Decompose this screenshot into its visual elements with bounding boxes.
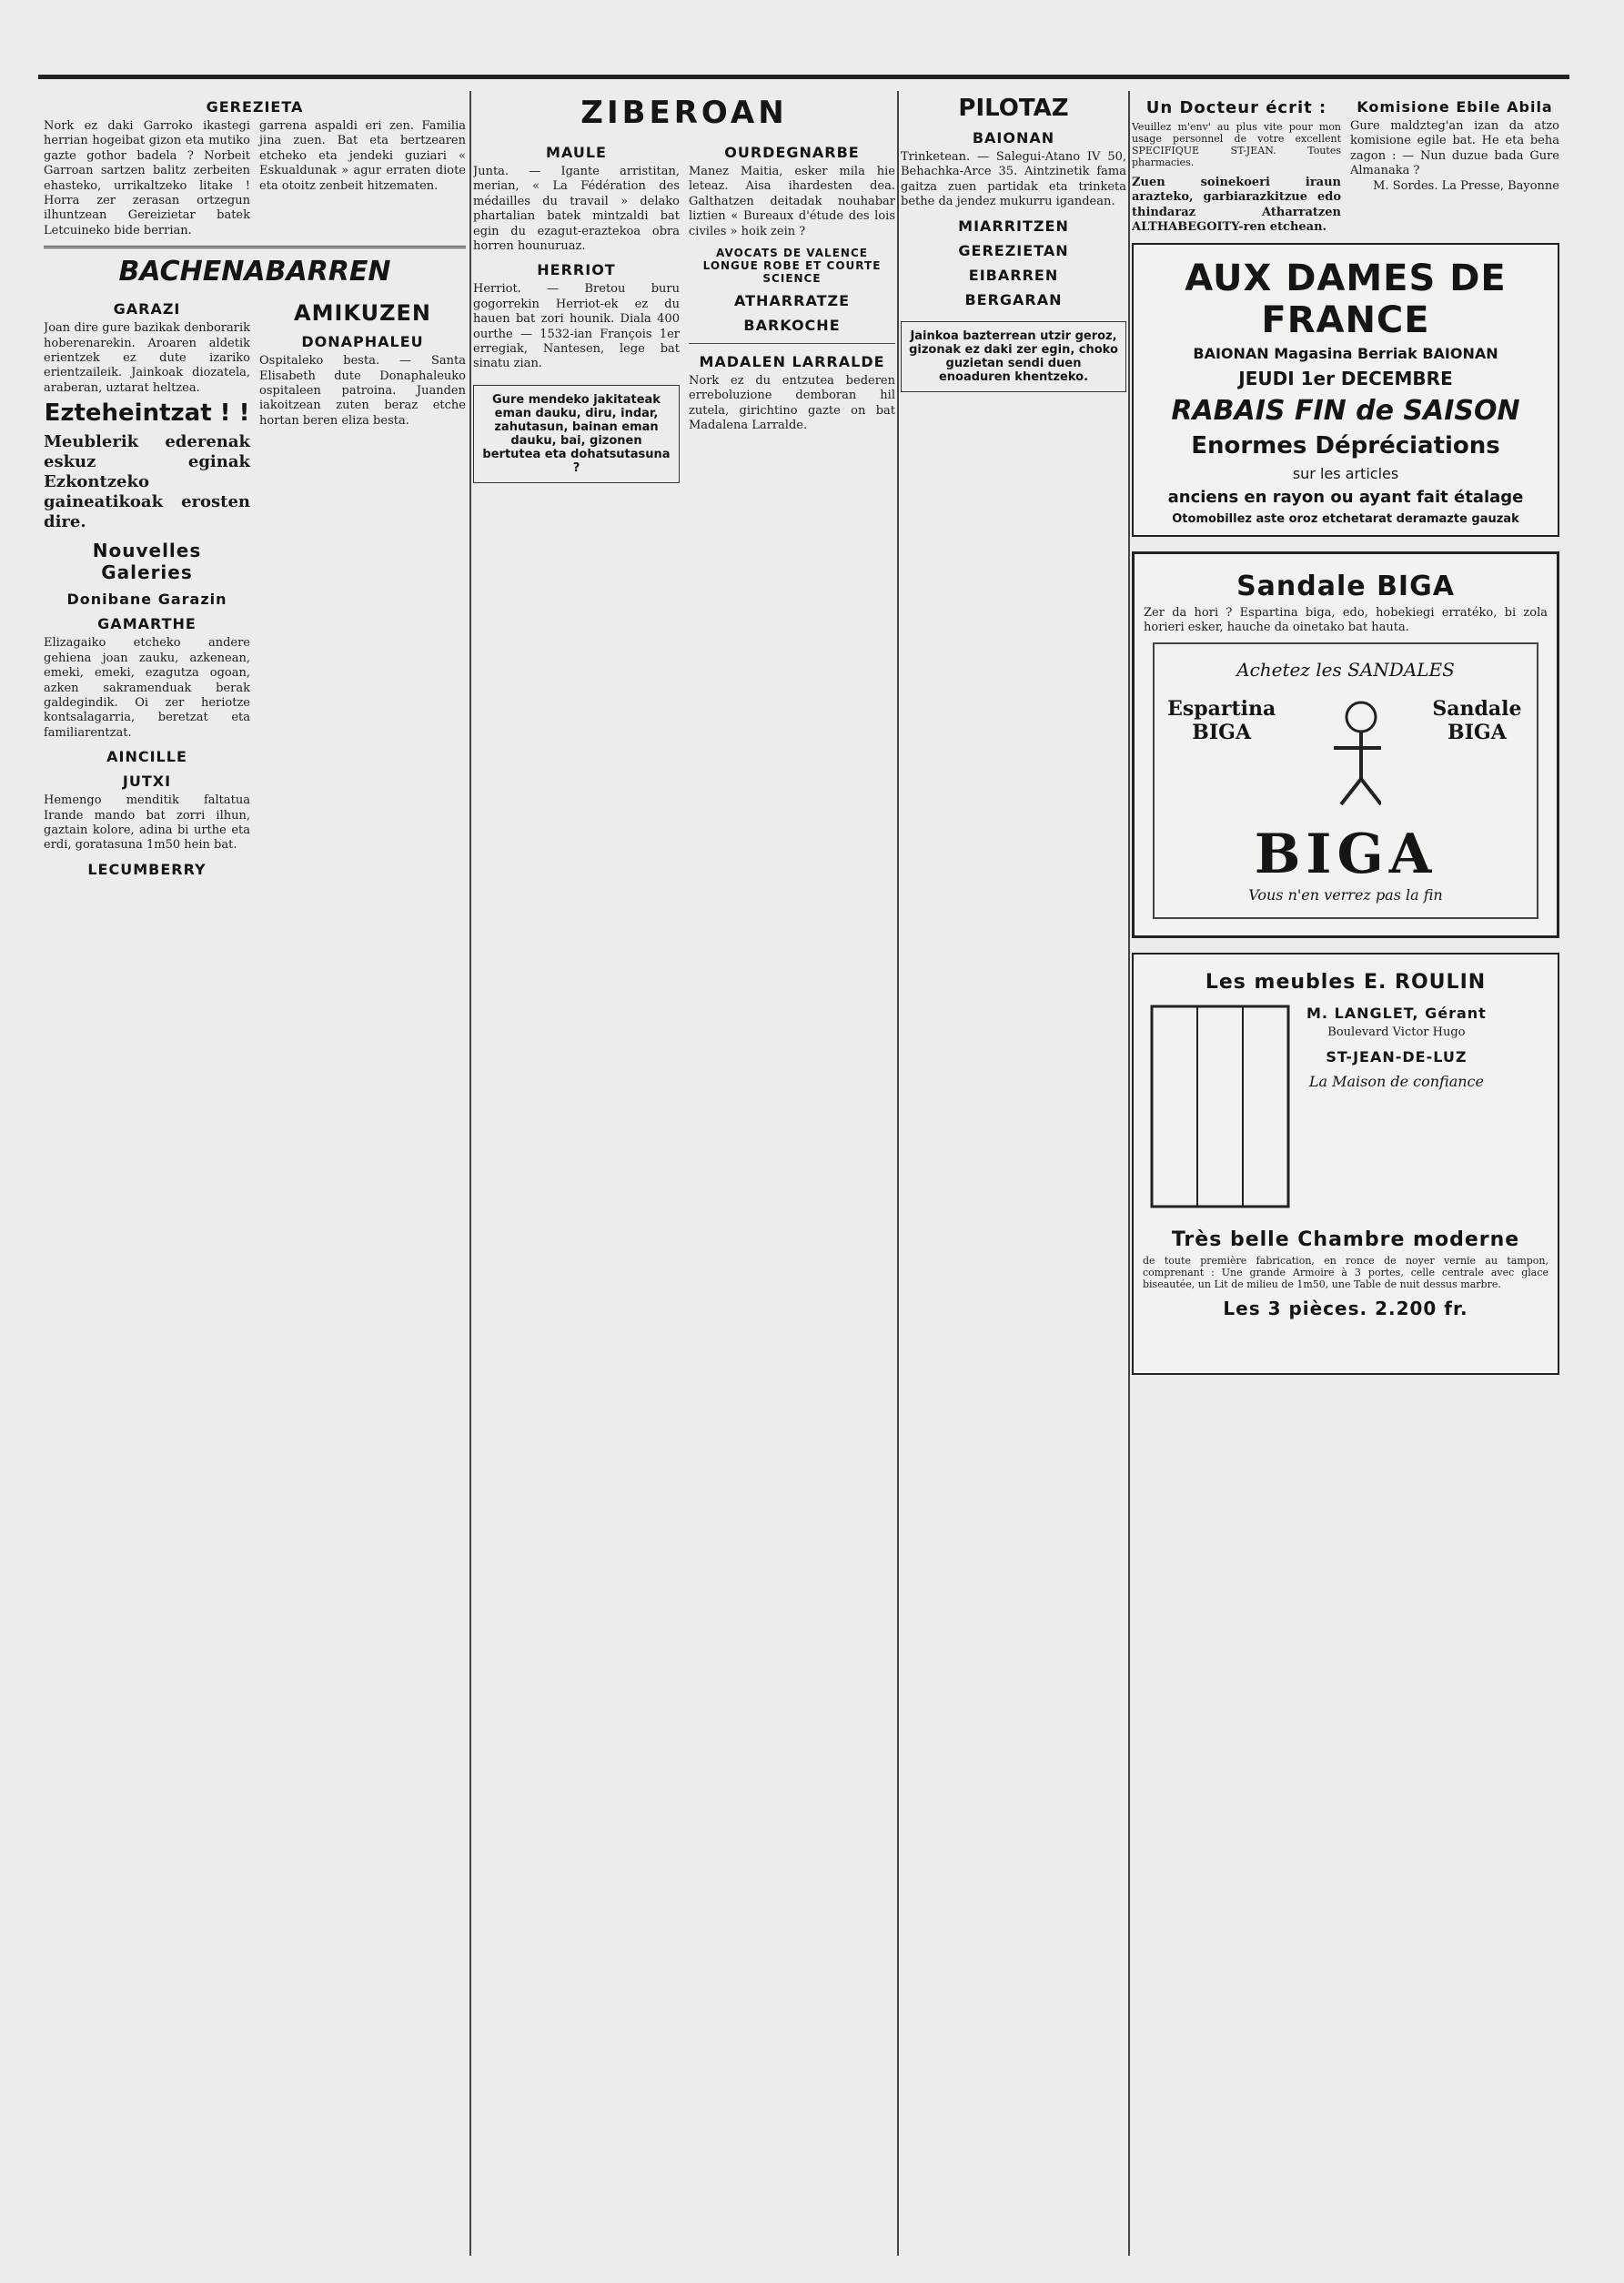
- ad-date: JEUDI 1er DECEMBRE: [1238, 367, 1453, 389]
- gure-mendeko-box: Gure mendeko jakitateak eman dauku, diru, indar, zahutasun, bainan eman dauku, bai, gizonen bertutea eta dohatsutasuna ?: [473, 385, 680, 483]
- column-3: [901, 91, 1126, 2256]
- heading-ourdegnarbe: OURDEGNARBE: [724, 144, 860, 161]
- biga-logo: BIGA: [1254, 822, 1437, 886]
- heading-gerezietan: GEREZIETAN: [958, 241, 1069, 259]
- top-rule: [38, 75, 1569, 79]
- heading-jutxi: JUTXI: [122, 773, 172, 791]
- stjean: ST-JEAN-DE-LUZ: [1326, 1047, 1468, 1066]
- komisione-sign: M. Sordes. La Presse, Bayonne: [1373, 178, 1559, 193]
- column-rule: [897, 91, 899, 2256]
- ad-roulin: [1132, 953, 1559, 1375]
- ad-sur: sur les articles: [1292, 464, 1399, 482]
- donibane: Donibane Garazin: [66, 591, 227, 609]
- article-text: Nork ez daki Garroko ikastegi herrian hogeibat gizon eta mutiko gazte gothor badela ? Norbeit Garroan sartzen balitz zerbeiten ehasteko, urrikaltzeko litake ! Horra zer zerasan ortzegun ilhuntzean Gereizietar batek Letcuineko bide berrian.: [44, 119, 250, 237]
- heading-amikuzen: AMIKUZEN: [294, 300, 431, 327]
- article-text: Hemengo menditik faltatua Irande mando bat zorri ilhun, gaztain kolore, adina bi urthe eta erdi, goratasuna 1m50 hein bat.: [44, 793, 250, 853]
- column-rule: [1128, 91, 1130, 2256]
- article-text: Joan dire gure bazikak denborarik hoberenarekin. Aroaren aldetik erientzek ez dute izariko erientzaileik. Jainkoak diozatela, araberan, uztarat heltzea.: [44, 321, 250, 395]
- sandale-text: Zer da hori ? Espartina biga, edo, hobekiegi erratéko, bi zola horieri esker, hauche da oinetako bat hauta.: [1144, 605, 1548, 635]
- jainkoa-box: Jainkoa bazterrean utzir geroz, gizonak ez daki zer egin, choko guzietan sendi duen enoaduren khentzeko.: [901, 321, 1126, 392]
- heading-baionan: BAIONAN: [972, 129, 1055, 146]
- nouvelles: Nouvelles Galeries: [92, 540, 202, 584]
- ad-sandale: [1132, 551, 1559, 939]
- wardrobe-icon: [1143, 997, 1297, 1216]
- zuen-text: Zuen soinekoeri iraun arazteko, garbiarazkitzue edo thindaraz Atharratzen ALTHABEGOITY-ren etchean.: [1132, 176, 1341, 235]
- espartina-label: Espartina BIGA: [1167, 696, 1276, 744]
- heading-bergaran: BERGARAN: [964, 290, 1063, 308]
- article-text: Nork ez du entzutea bederen erreboluzione demboran hil zutela, girichtino gazte on bat Madalena Larralde.: [689, 374, 895, 433]
- heading-doctor: Un Docteur écrit :: [1145, 98, 1327, 117]
- divider: [689, 343, 895, 344]
- maison: La Maison de confiance: [1308, 1072, 1484, 1090]
- chambre-text: de toute première fabrication, en ronce de noyer vernie au tampon, comprenant : Une grande Armoire à 3 portes, celle centrale avec glace biseautée, un Lit de milieu de 1m50, une Table de nuit dessus marbre.: [1143, 1255, 1548, 1291]
- ad-rabais: RABAIS FIN de SAISON: [1171, 394, 1520, 427]
- heading-ziberoan: ZIBEROAN: [580, 95, 788, 131]
- article-text: Elizagaiko etcheko andere gehiena joan zauku, azkenean, emeki, emeki, ezagutza ogoan, azken sakramenduak berak galdegindik. Oi zer heriotze kontsalagarria, beretzat eta familiarentzat.: [44, 636, 250, 740]
- heading-ezteheintzat: Ezteheintzat ! !: [44, 399, 250, 428]
- boulevard: Boulevard Victor Hugo: [1327, 1025, 1466, 1040]
- heading-eibarren: EIBARREN: [968, 266, 1059, 284]
- ad-anciens: anciens en rayon ou ayant fait étalage: [1167, 487, 1524, 507]
- ad-otomobil: Otomobillez aste oroz etchetarat deramazte gauzak: [1172, 511, 1519, 526]
- ad-text: Meublerik ederenak eskuz eginak Ezkontzeko gaineatikoak erosten dire.: [44, 432, 250, 532]
- chambre-title: Très belle Chambre moderne: [1171, 1228, 1520, 1252]
- prix: Les 3 pièces. 2.200 fr.: [1223, 1298, 1468, 1320]
- article-text: Junta. — Igante arristitan, merian, « La Fédération des médailles du travail » delako phartalian batek mintzaldi bat egin du ezagut-eraztekoa obra horren hounuruaz.: [473, 165, 680, 254]
- heading-madalen: MADALEN LARRALDE: [699, 353, 885, 371]
- heading-garazi: GARAZI: [113, 300, 181, 318]
- ad-title: AUX DAMES DE FRANCE: [1185, 257, 1507, 341]
- article-text: Herriot. — Bretou buru gogorrekin Herriot-ek ez du hauen bat zori hounik. Diala 400 ourthe — 1532-ian François 1er erregiak, Nantesen, lege bat sinatu zian.: [473, 282, 680, 371]
- komisione-text: Gure maldzteg'an izan da atzo komisione egile bat. He eta beha zagon : — Nun duzue bada Gure Almanaka ?: [1350, 119, 1559, 178]
- heading-donaphaleu: DONAPHALEU: [301, 333, 424, 351]
- heading-pilotaz: PILOTAZ: [958, 95, 1069, 122]
- sandale-illustration: [1153, 642, 1538, 919]
- heading-barkoche: BARKOCHE: [743, 317, 841, 335]
- ad-dames: [1132, 243, 1559, 537]
- doctor-text: Veuillez m'env' au plus vite pour mon usage personnel de votre excellent SPECIFIQUE ST-JEAN. Toutes pharmacies.: [1132, 121, 1341, 168]
- sandale-title: Sandale BIGA: [1236, 570, 1455, 602]
- column-1: [44, 91, 466, 2256]
- heading-miarritzen: MIARRITZEN: [958, 217, 1069, 235]
- figure-icon: [1325, 697, 1381, 806]
- heading-gamarthe: GAMARTHE: [97, 615, 197, 633]
- article-text: Manez Maitia, esker mila hie leteaz. Aisa ihardesten dea. Galthatzen deitadak nouhabar liztien « Bureaux d'étude des lois civiles » hoik zein ?: [689, 165, 895, 238]
- heading-komisione: Komisione Ebile Abila: [1357, 98, 1553, 116]
- heading-atharratze: ATHARRATZE: [733, 292, 851, 310]
- ad-enormes: Enormes Dépréciations: [1191, 431, 1500, 460]
- divider: [44, 246, 466, 248]
- article-text: Ospitaleko besta. — Santa Elisabeth dute Donaphaleuko ospitaleen patroina. Juanden iakoitzean zuten beraz etche hortan beren eliza besta.: [259, 354, 466, 428]
- column-4: [1132, 91, 1559, 2256]
- column-rule: [469, 91, 471, 2256]
- ad-sub: BAIONAN Magasina Berriak BAIONAN: [1193, 344, 1498, 362]
- heading-herriot: HERRIOT: [537, 261, 616, 279]
- sandale-right-label: Sandale BIGA: [1432, 696, 1522, 744]
- column-2: [473, 91, 895, 2256]
- heading-bachenabarren: BACHENABARREN: [118, 256, 391, 288]
- heading-gerezieta: GEREZIETA: [206, 98, 304, 116]
- langlet: M. LANGLET, Gérant: [1306, 1005, 1487, 1023]
- achetez: Achetez les SANDALES: [1236, 658, 1455, 681]
- heading-avocats: AVOCATS DE VALENCE LONGUE ROBE ET COURTE SCIENCE: [702, 247, 882, 286]
- roulin-title: Les meubles E. ROULIN: [1205, 971, 1487, 995]
- vous: Vous n'en verrez pas la fin: [1248, 885, 1443, 904]
- article-text: Trinketean. — Salegui-Atano IV 50, Behachka-Arce 35. Aintzinetik fama gaitza zuen partidak eta trinketa bethe da jendez mukurru igandean.: [901, 150, 1126, 209]
- article-text: garrena aspaldi eri zen. Familia jina zuen. Bat eta bertzearen etcheko eta jendeki guziari « Eskualdunak » agur erraten diote eta otoitz zenbeit hitzematen.: [259, 119, 466, 193]
- heading-lecumberry: LECUMBERRY: [87, 860, 207, 878]
- heading-maule: MAULE: [546, 144, 607, 161]
- heading-aincille: AINCILLE: [106, 748, 187, 766]
